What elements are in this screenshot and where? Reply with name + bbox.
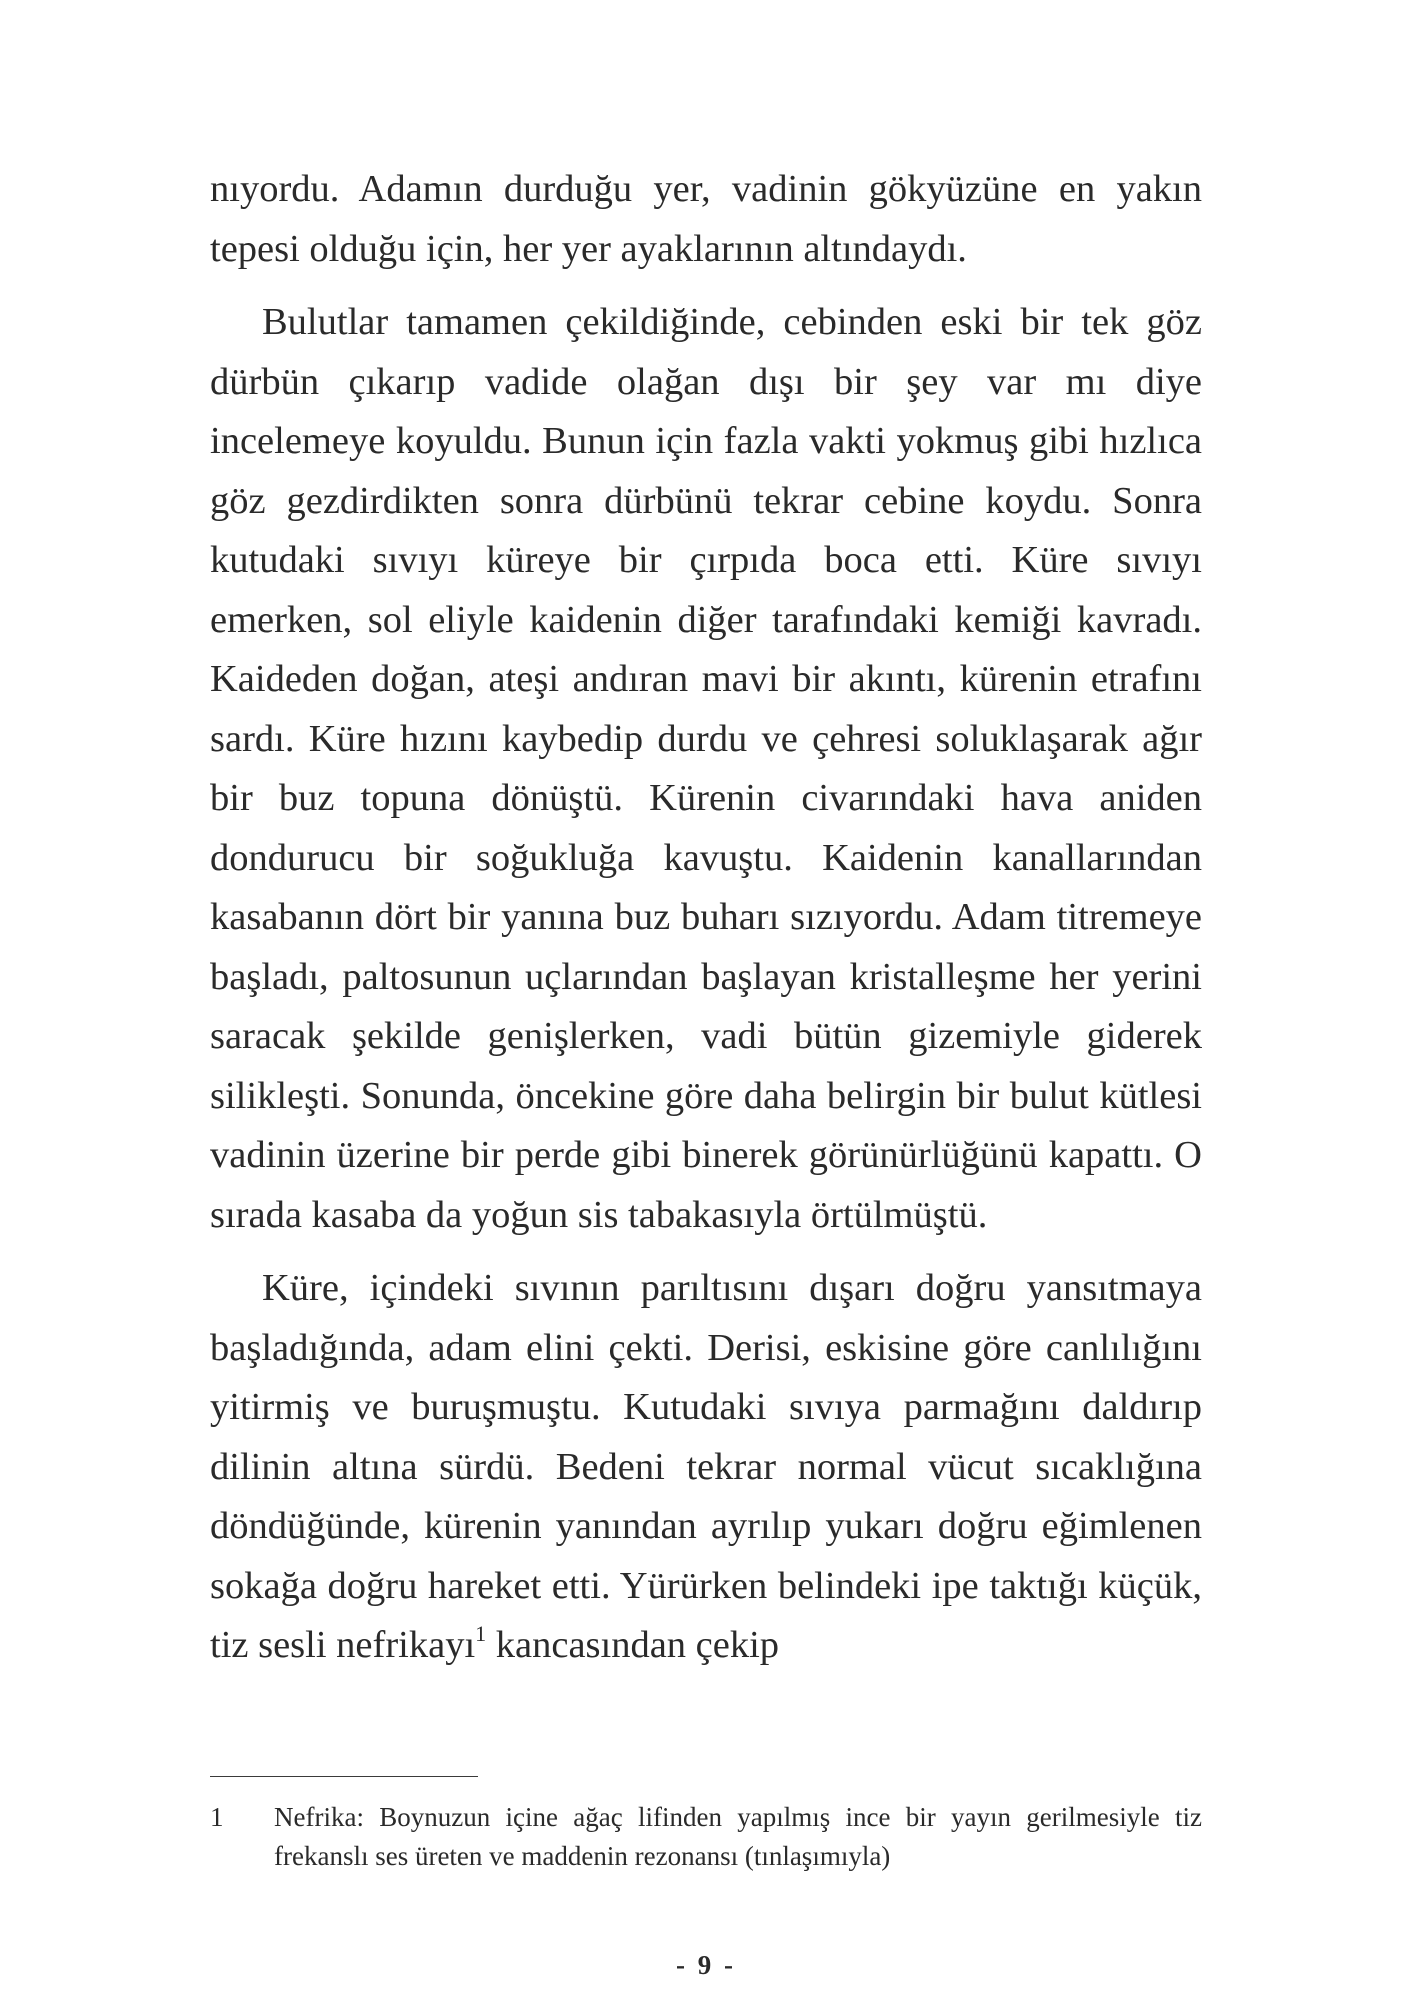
- paragraph-text: Küre, içindeki sıvının parıltısını dışarı doğru yansıtmaya başladığında, adam elini çekti. Derisi, eskisine göre canlılığını yitirmiş ve buruşmuştu. Kutudaki sıvıya parmağını daldırıp dilinin altına sürdü. Bedeni tekrar normal vücut sıcaklığına döndüğünde, kürenin yanından ayrılıp yukarı doğru eğimlenen sokağa doğru hareket etti. Yürürken belindeki ipe taktığı küçük, tiz sesli nefrikayı: [210, 1267, 1202, 1666]
- footnote-text: Nefrika: Boynuzun içine ağaç lifinden yapılmış ince bir yayın gerilmesiyle tiz frekanslı ses üreten ve maddenin rezonansı (tınlaşımıyla): [274, 1802, 1202, 1871]
- footnote-number: 1: [210, 1802, 224, 1832]
- footnote-divider: [210, 1776, 478, 1777]
- paragraph-continued: [210, 160, 1202, 279]
- footnote-reference[interactable]: 1: [475, 1621, 487, 1646]
- paragraph: [210, 1259, 1202, 1676]
- paragraph-text-after-reference: kancasından çekip: [486, 1624, 780, 1666]
- page-number: - 9 -: [676, 1950, 736, 1980]
- footnote: [210, 1798, 1202, 1876]
- book-page: [210, 160, 1202, 1980]
- paragraph-text: nıyordu. Adamın durduğu yer, vadinin gökyüzüne en yakın tepesi olduğu için, her yer ayaklarının altındaydı.: [210, 168, 1202, 270]
- paragraph-text: Bulutlar tamamen çekildiğinde, cebinden eski bir tek göz dürbün çıkarıp vadide olağan dışı bir şey var mı diye incelemeye koyuldu. Bunun için fazla vakti yokmuş gibi hızlıca göz gezdirdikten sonra dürbünü tekrar cebine koydu. Sonra kutudaki sıvıyı küreye bir çırpıda boca etti. Küre sıvıyı emerken, sol eliyle kaidenin diğer tarafındaki kemiği kavradı. Kaideden doğan, ateşi andıran mavi bir akıntı, kürenin etrafını sardı. Küre hızını kaybedip durdu ve çehresi soluklaşarak ağır bir buz topuna dönüştü. Kürenin civarındaki hava aniden dondurucu bir soğukluğa kavuştu. Kaidenin kanallarından kasabanın dört bir yanına buz buharı sızıyordu. Adam titremeye başladı, paltosunun uçlarından başlayan kristalleşme her yerini saracak şekilde genişlerken, vadi bütün gizemiyle giderek silikleşti. Sonunda, öncekine göre daha belirgin bir bulut kütlesi vadinin üzerine bir perde gibi binerek görünürlüğünü kapattı. O sırada kasaba da yoğun sis tabakasıyla örtülmüştü.: [210, 301, 1202, 1236]
- paragraph: [210, 293, 1202, 1245]
- body-text: [210, 160, 1202, 1676]
